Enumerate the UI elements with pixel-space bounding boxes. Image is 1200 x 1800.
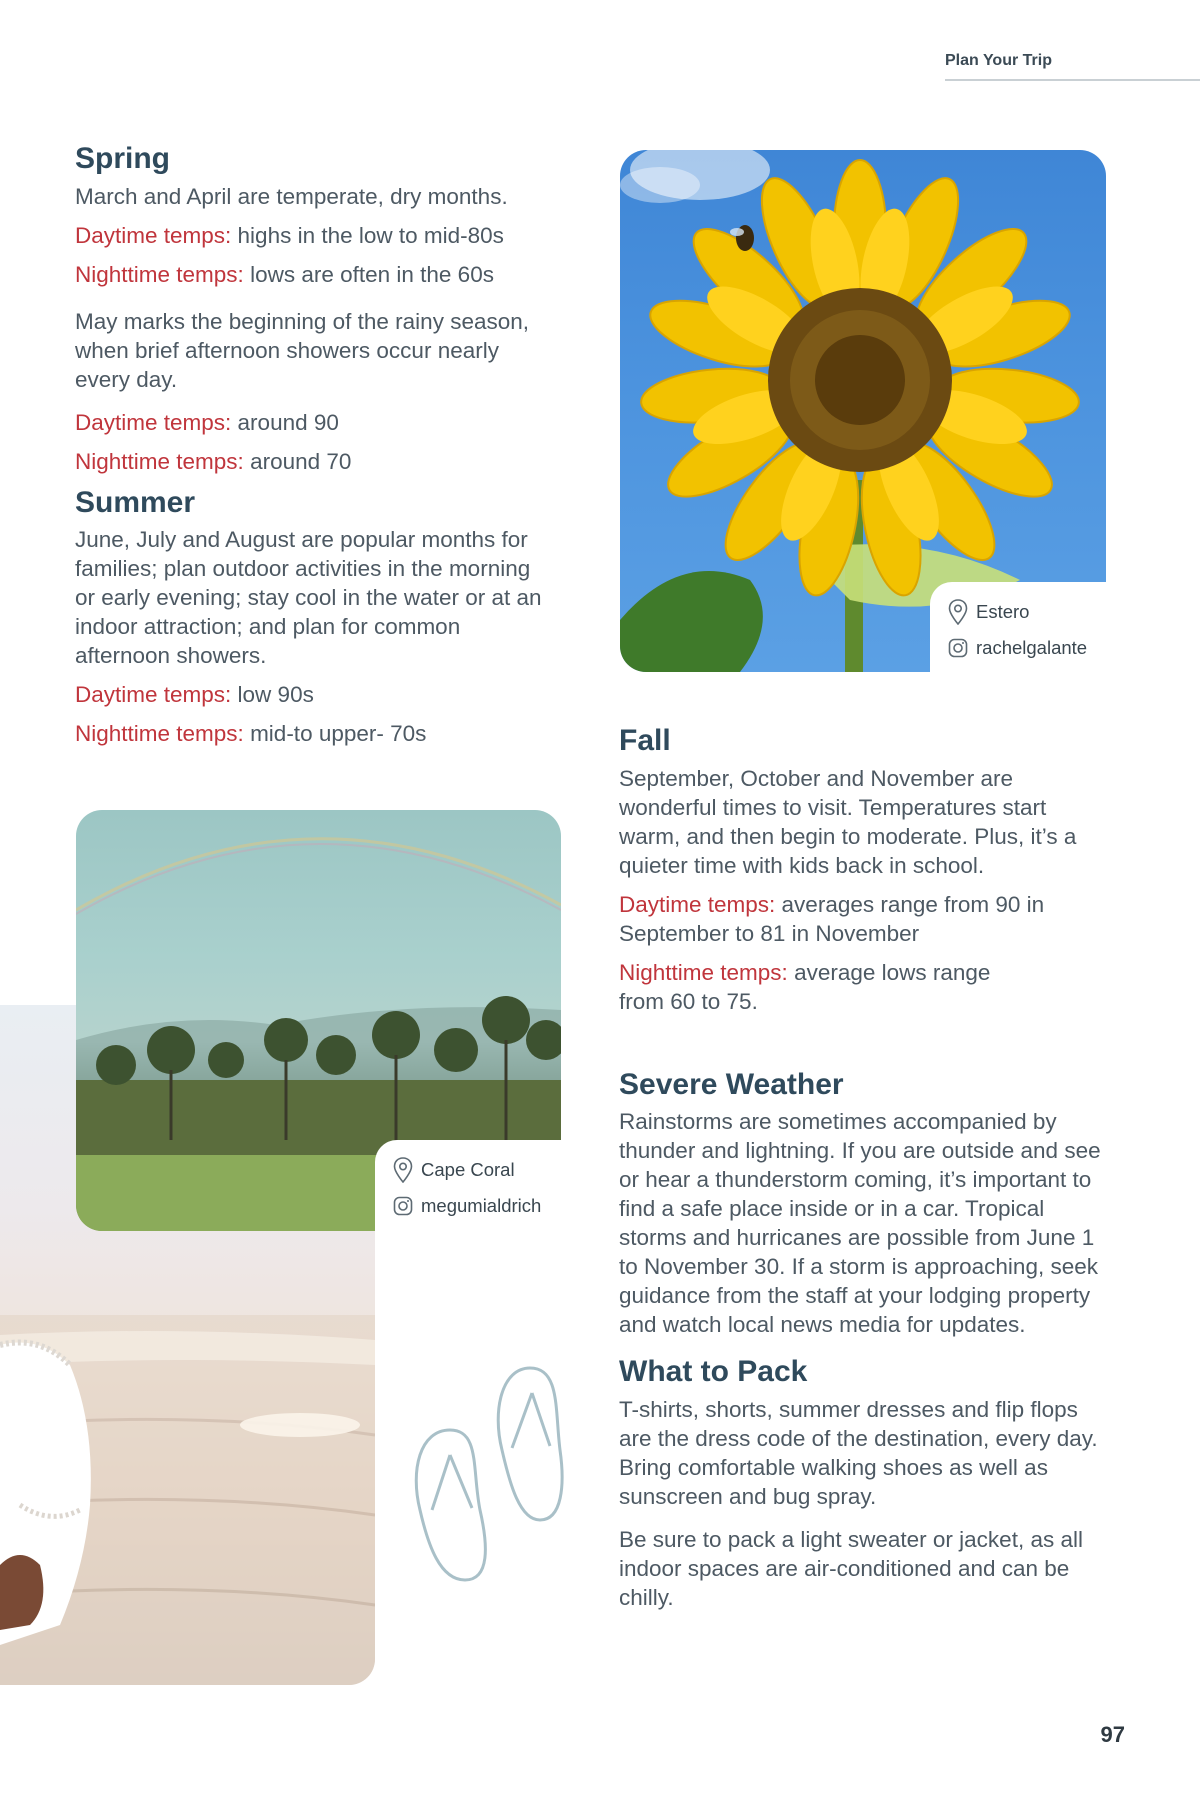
nighttime-label: Nighttime temps: — [75, 721, 244, 746]
photo-location: Cape Coral — [421, 1159, 515, 1180]
left-column — [75, 140, 555, 748]
may-daytime-temps — [75, 408, 555, 437]
may-paragraph: May marks the beginning of the rainy season, when brief afternoon showers occur nearly every day. — [75, 308, 529, 392]
instagram-icon — [393, 1196, 413, 1216]
severe-weather-heading: Severe Weather — [619, 1067, 844, 1101]
nighttime-label: Nighttime temps: — [75, 261, 244, 287]
may-nighttime-temps — [75, 447, 555, 476]
nighttime-value: around 70 — [243, 448, 352, 474]
section-header — [945, 52, 1200, 81]
handle-row — [948, 630, 1098, 666]
nighttime-value: average lows range from 60 to 75. — [619, 959, 991, 1014]
summer-heading: Summer — [75, 485, 196, 519]
sunflower-photo-credit — [930, 582, 1112, 694]
summer-paragraph: June, July and August are popular months for families; plan outdoor activities in the morning or early evening; stay cool in the water or at an indoor attraction; and plan for common afternoon showers. — [75, 527, 542, 668]
what-to-pack-heading: What to Pack — [619, 1355, 808, 1388]
spring-heading: Spring — [75, 142, 170, 175]
spring-intro: March and April are temperate, dry months. — [75, 183, 508, 209]
daytime-label: Daytime temps: — [75, 682, 232, 707]
summer-nighttime-temps — [75, 719, 555, 748]
daytime-value: low 90s — [231, 682, 314, 707]
what-to-pack-paragraph-1: T-shirts, shorts, summer dresses and flip flops are the dress code of the destination, every day. Bring comfortable walking shoes as well as sunscreen and bug spray. — [619, 1396, 1098, 1509]
summer-daytime-temps — [75, 680, 555, 709]
nighttime-value: mid-to upper- 70s — [243, 721, 427, 746]
severe-weather-paragraph: Rainstorms are sometimes accompanied by thunder and lightning. If you are outside and see or hear a thunderstorm coming, it’s important to find a safe place inside or in a car. Tropical storms and hurricanes are possible from June 1 to November 30. If a storm is approaching, seek guidance from the staff at your lodging property and watch local news media for updates. — [619, 1109, 1101, 1337]
daytime-value: around 90 — [231, 409, 339, 435]
flip-flops-illustration — [410, 1360, 585, 1585]
daytime-label: Daytime temps: — [619, 891, 776, 917]
daytime-value: highs in the low to mid-80s — [231, 222, 504, 248]
photo-location: Estero — [976, 601, 1030, 622]
spring-daytime-temps — [75, 221, 555, 250]
photo-handle[interactable]: megumialdrich — [421, 1195, 542, 1216]
nighttime-label: Nighttime temps: — [75, 448, 244, 474]
daytime-value: averages range from 90 in September to 81 in November — [619, 891, 1045, 946]
spring-nighttime-temps — [75, 260, 555, 289]
instagram-icon — [948, 638, 968, 658]
location-pin-icon — [948, 599, 968, 625]
fall-paragraph: September, October and November are wonderful times to visit. Temperatures start warm, and then begin to moderate. Plus, it’s a quieter time with kids back in school. — [619, 765, 1077, 878]
page-number: 97 — [1100, 1722, 1125, 1747]
handle-row — [393, 1188, 561, 1224]
fall-heading: Fall — [619, 724, 671, 757]
right-column — [619, 722, 1109, 1612]
daytime-label: Daytime temps: — [75, 222, 232, 248]
rainbow-photo-credit — [375, 1140, 575, 1252]
fall-daytime-temps — [619, 890, 1109, 948]
location-row — [393, 1152, 561, 1188]
nighttime-label: Nighttime temps: — [619, 959, 788, 985]
location-pin-icon — [393, 1157, 413, 1183]
photo-handle[interactable]: rachelgalante — [976, 637, 1088, 658]
what-to-pack-paragraph-2: Be sure to pack a light sweater or jacket, as all indoor spaces are air-conditioned and can be chilly. — [619, 1526, 1083, 1610]
location-row — [948, 594, 1098, 630]
nighttime-value: lows are often in the 60s — [243, 261, 494, 287]
fall-nighttime-temps — [619, 958, 1039, 1016]
daytime-label: Daytime temps: — [75, 409, 232, 435]
section-header-label: Plan Your Trip — [945, 52, 1052, 69]
